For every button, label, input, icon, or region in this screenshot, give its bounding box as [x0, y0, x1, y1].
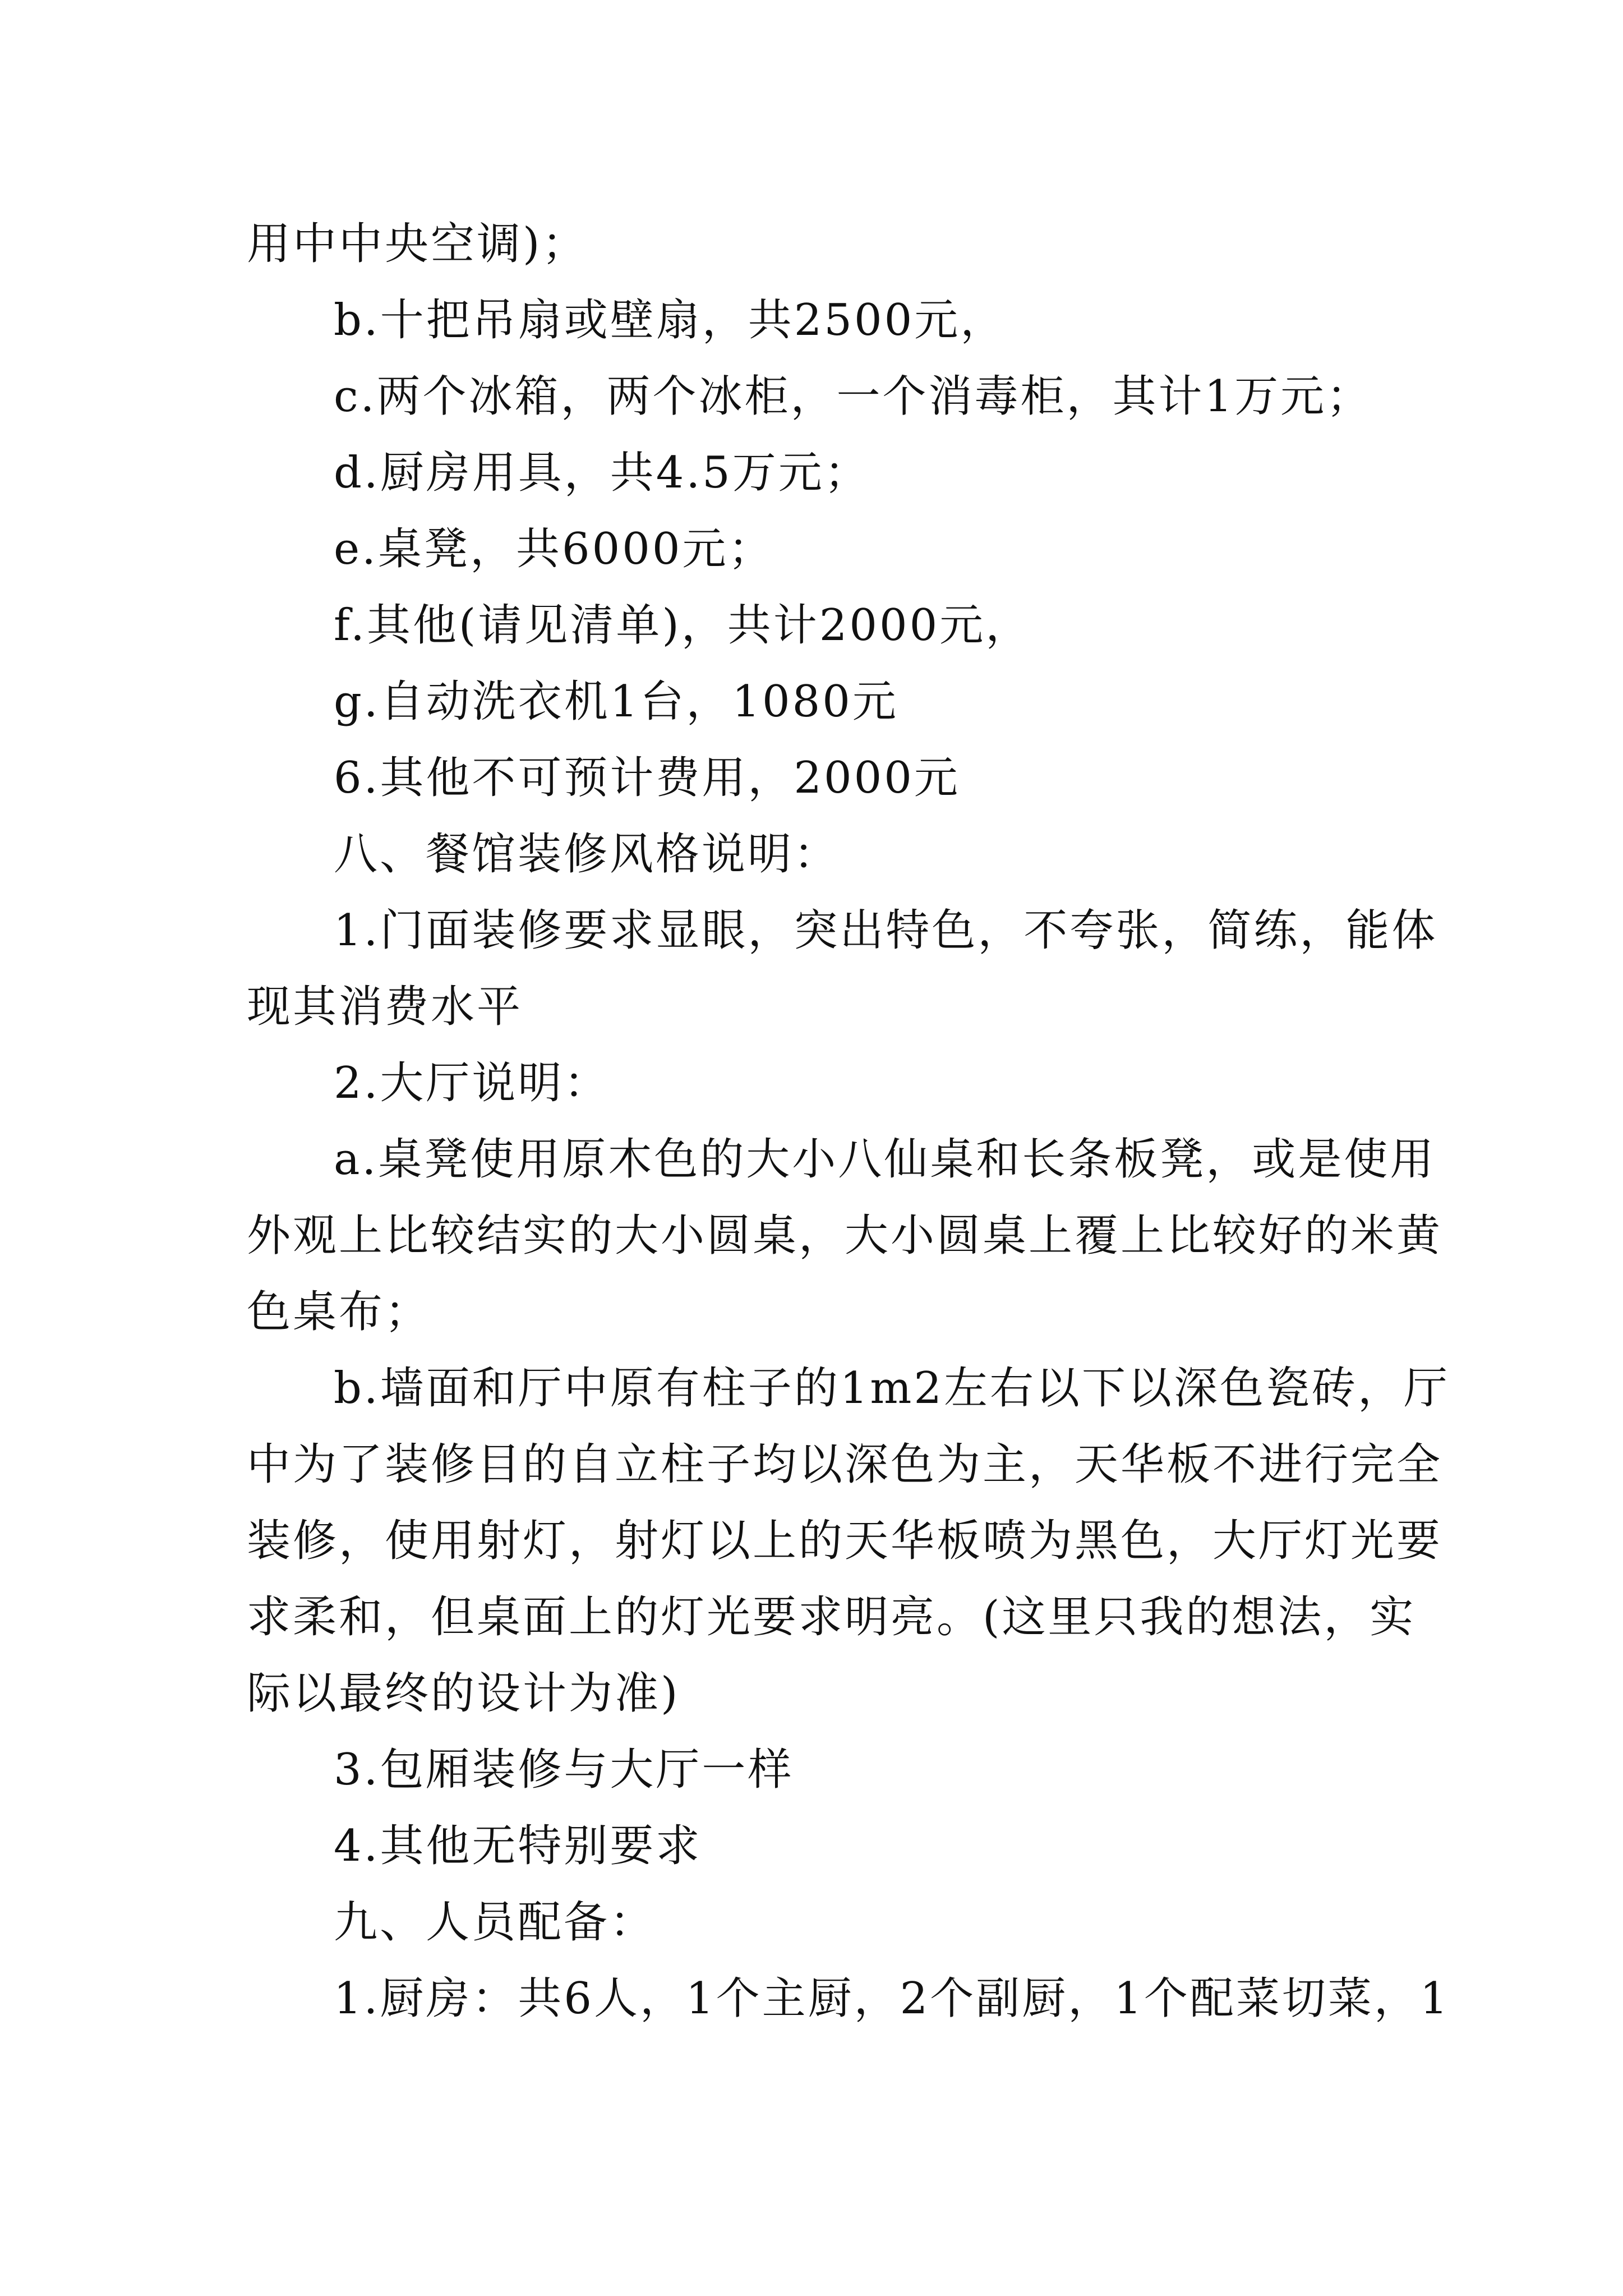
- text-line: 用中中央空调)；: [247, 219, 588, 269]
- text-line: 九、人员配备：: [334, 1897, 656, 1948]
- text-line: 1.厨房：共6人，1个主厨，2个副厨，1个配菜切菜，1: [334, 1973, 1450, 2024]
- text-line: 外观上比较结实的大小圆桌，大小圆桌上覆上比较好的米黄: [247, 1211, 1443, 1261]
- text-line: f.其他(请见清单)，共计2000元，: [334, 600, 1032, 651]
- text-line: 6.其他不可预计费用，2000元: [334, 753, 960, 803]
- text-line: 色桌布；: [247, 1287, 431, 1337]
- text-line: 1.门面装修要求显眼，突出特色，不夸张，简练，能体: [334, 905, 1438, 956]
- text-line: e.桌凳，共6000元；: [334, 524, 774, 574]
- text-line: 装修，使用射灯，射灯以上的天华板喷为黑色，大厅灯光要: [247, 1516, 1443, 1566]
- text-line: g.自动洗衣机1台，1080元: [334, 677, 898, 727]
- text-line: 4.其他无特别要求: [334, 1821, 702, 1871]
- text-line: 八、餐馆装修风格说明：: [334, 829, 840, 880]
- text-line: c.两个冰箱，两个冰柜，一个消毒柜，其计1万元；: [334, 371, 1373, 422]
- text-line: 求柔和，但桌面上的灯光要求明亮。(这里只我的想法，实: [247, 1592, 1416, 1642]
- text-line: b.十把吊扇或壁扇，共2500元，: [334, 295, 1007, 346]
- text-line: b.墙面和厅中原有柱子的1m2左右以下以深色瓷砖，厅: [334, 1363, 1450, 1414]
- text-line: 中为了装修目的自立柱子均以深色为主，天华板不进行完全: [247, 1439, 1443, 1490]
- text-line: 3.包厢装修与大厅一样: [334, 1745, 794, 1795]
- text-line: 际以最终的设计为准): [247, 1668, 680, 1719]
- text-line: a.桌凳使用原木色的大小八仙桌和长条板凳，或是使用: [334, 1134, 1436, 1185]
- text-line: 现其消费水平: [247, 982, 523, 1032]
- text-line: 2.大厅说明：: [334, 1058, 610, 1108]
- text-line: d.厨房用具，共4.5万元；: [334, 448, 870, 498]
